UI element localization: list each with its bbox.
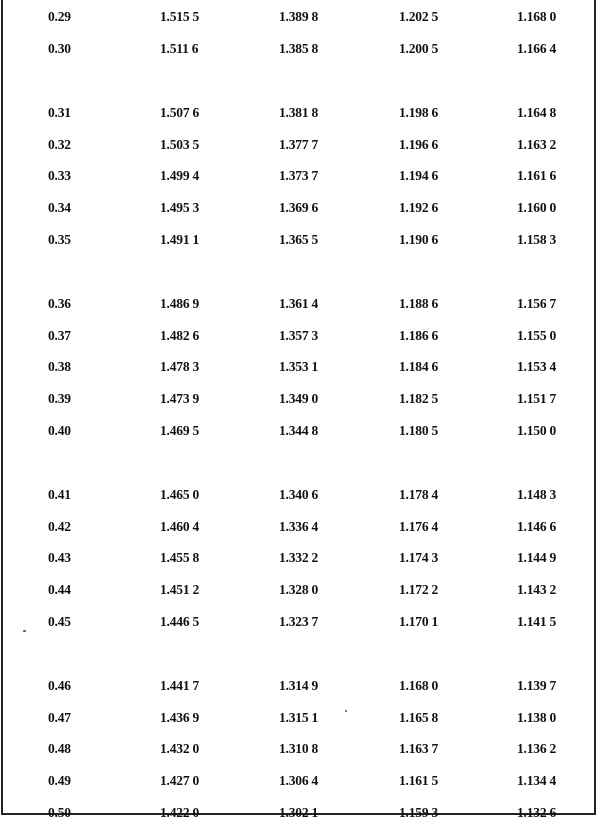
value-cell: 1.503 5	[160, 137, 200, 152]
value-cell: 1.172 2	[399, 582, 439, 597]
row-key-cell: 0.43	[48, 550, 71, 565]
table-row	[3, 135, 594, 155]
value-cell: 1.141 5	[517, 614, 557, 629]
value-cell: 1.306 4	[279, 773, 319, 788]
value-cell: 1.323 7	[279, 614, 319, 629]
row-key-cell: 0.41	[48, 487, 71, 502]
row-key-cell: 0.38	[48, 359, 71, 374]
value-cell: 1.155 0	[517, 328, 557, 343]
value-cell: 1.159 3	[399, 805, 439, 820]
value-cell: 1.451 2	[160, 582, 200, 597]
row-key-cell: 0.39	[48, 391, 71, 406]
value-cell: 1.441 7	[160, 678, 200, 693]
row-key-cell: 0.40	[48, 423, 71, 438]
value-cell: 1.507 6	[160, 105, 200, 120]
row-key-cell: 0.48	[48, 741, 71, 756]
row-key-cell: 0.35	[48, 232, 71, 247]
value-cell: 1.385 8	[279, 41, 319, 56]
row-key-cell: 0.50	[48, 805, 71, 820]
value-cell: 1.138 0	[517, 710, 557, 725]
value-cell: 1.349 0	[279, 391, 319, 406]
table-row	[3, 517, 594, 537]
table-row	[3, 771, 594, 791]
value-cell: 1.186 6	[399, 328, 439, 343]
value-cell: 1.310 8	[279, 741, 319, 756]
table-row	[3, 230, 594, 250]
value-cell: 1.168 0	[517, 9, 557, 24]
value-cell: 1.143 2	[517, 582, 557, 597]
value-cell: 1.146 6	[517, 519, 557, 534]
table-row	[3, 294, 594, 314]
value-cell: 1.340 6	[279, 487, 319, 502]
value-cell: 1.427 0	[160, 773, 200, 788]
value-cell: 1.389 8	[279, 9, 319, 24]
row-key-cell: 0.47	[48, 710, 71, 725]
value-cell: 1.353 1	[279, 359, 319, 374]
value-cell: 1.165 8	[399, 710, 439, 725]
table-row	[3, 421, 594, 441]
row-key-cell: 0.33	[48, 168, 71, 183]
table-row	[3, 326, 594, 346]
row-key-cell: 0.32	[48, 137, 71, 152]
value-cell: 1.469 5	[160, 423, 200, 438]
row-key-cell: 0.45	[48, 614, 71, 629]
table-row	[3, 389, 594, 409]
row-key-cell: 0.42	[48, 519, 71, 534]
row-key-cell: 0.46	[48, 678, 71, 693]
table-row	[3, 612, 594, 632]
value-cell: 1.132 6	[517, 805, 557, 820]
value-cell: 1.495 3	[160, 200, 200, 215]
value-cell: 1.499 4	[160, 168, 200, 183]
value-cell: 1.144 9	[517, 550, 557, 565]
value-cell: 1.377 7	[279, 137, 319, 152]
value-cell: 1.150 0	[517, 423, 557, 438]
value-cell: 1.328 0	[279, 582, 319, 597]
table-row	[3, 708, 594, 728]
value-cell: 1.473 9	[160, 391, 200, 406]
value-cell: 1.465 0	[160, 487, 200, 502]
value-cell: 1.446 5	[160, 614, 200, 629]
value-cell: 1.314 9	[279, 678, 319, 693]
value-cell: 1.315 1	[279, 710, 319, 725]
value-cell: 1.164 8	[517, 105, 557, 120]
value-cell: 1.163 7	[399, 741, 439, 756]
table-row	[3, 739, 594, 759]
value-cell: 1.139 7	[517, 678, 557, 693]
table-row	[3, 676, 594, 696]
value-cell: 1.432 0	[160, 741, 200, 756]
value-cell: 1.369 6	[279, 200, 319, 215]
value-cell: 1.160 0	[517, 200, 557, 215]
value-cell: 1.381 8	[279, 105, 319, 120]
row-key-cell: 0.30	[48, 41, 71, 56]
value-cell: 1.158 3	[517, 232, 557, 247]
value-cell: 1.332 2	[279, 550, 319, 565]
value-cell: 1.373 7	[279, 168, 319, 183]
row-key-cell: 0.49	[48, 773, 71, 788]
value-cell: 1.166 4	[517, 41, 557, 56]
table-row	[3, 485, 594, 505]
value-cell: 1.168 0	[399, 678, 439, 693]
value-cell: 1.180 5	[399, 423, 439, 438]
value-cell: 1.136 2	[517, 741, 557, 756]
value-cell: 1.436 9	[160, 710, 200, 725]
value-cell: 1.455 8	[160, 550, 200, 565]
value-cell: 1.344 8	[279, 423, 319, 438]
value-cell: 1.153 4	[517, 359, 557, 374]
row-key-cell: 0.29	[48, 9, 71, 24]
value-cell: 1.190 6	[399, 232, 439, 247]
value-cell: 1.134 4	[517, 773, 557, 788]
row-key-cell: 0.44	[48, 582, 71, 597]
row-key-cell: 0.31	[48, 105, 71, 120]
table-page	[1, 0, 596, 820]
table-row	[3, 580, 594, 600]
value-cell: 1.163 2	[517, 137, 557, 152]
value-cell: 1.482 6	[160, 328, 200, 343]
value-cell: 1.182 5	[399, 391, 439, 406]
value-cell: 1.156 7	[517, 296, 557, 311]
value-cell: 1.161 5	[399, 773, 439, 788]
value-cell: 1.178 4	[399, 487, 439, 502]
table-row	[3, 103, 594, 123]
value-cell: 1.511 6	[160, 41, 199, 56]
value-cell: 1.302 1	[279, 805, 319, 820]
value-cell: 1.174 3	[399, 550, 439, 565]
value-cell: 1.357 3	[279, 328, 319, 343]
table-row	[3, 357, 594, 377]
row-key-cell: 0.36	[48, 296, 71, 311]
value-cell: 1.478 3	[160, 359, 200, 374]
value-cell: 1.170 1	[399, 614, 439, 629]
value-cell: 1.460 4	[160, 519, 200, 534]
value-cell: 1.336 4	[279, 519, 319, 534]
value-cell: 1.515 5	[160, 9, 200, 24]
value-cell: 1.198 6	[399, 105, 439, 120]
value-cell: 1.422 0	[160, 805, 200, 820]
value-cell: 1.151 7	[517, 391, 557, 406]
table-row	[3, 803, 594, 823]
value-cell: 1.194 6	[399, 168, 439, 183]
value-cell: 1.365 5	[279, 232, 319, 247]
value-cell: 1.148 3	[517, 487, 557, 502]
value-cell: 1.192 6	[399, 200, 439, 215]
table-row	[3, 198, 594, 218]
row-key-cell: 0.34	[48, 200, 71, 215]
value-cell: 1.161 6	[517, 168, 557, 183]
value-cell: 1.184 6	[399, 359, 439, 374]
value-cell: 1.202 5	[399, 9, 439, 24]
value-cell: 1.200 5	[399, 41, 439, 56]
value-cell: 1.176 4	[399, 519, 439, 534]
value-cell: 1.188 6	[399, 296, 439, 311]
scan-speck	[345, 710, 347, 712]
table-row	[3, 7, 594, 27]
table-row	[3, 166, 594, 186]
value-cell: 1.486 9	[160, 296, 200, 311]
table-row	[3, 39, 594, 59]
value-cell: 1.361 4	[279, 296, 319, 311]
value-cell: 1.196 6	[399, 137, 439, 152]
table-row	[3, 548, 594, 568]
row-key-cell: 0.37	[48, 328, 71, 343]
scan-speck	[23, 630, 26, 632]
value-cell: 1.491 1	[160, 232, 200, 247]
